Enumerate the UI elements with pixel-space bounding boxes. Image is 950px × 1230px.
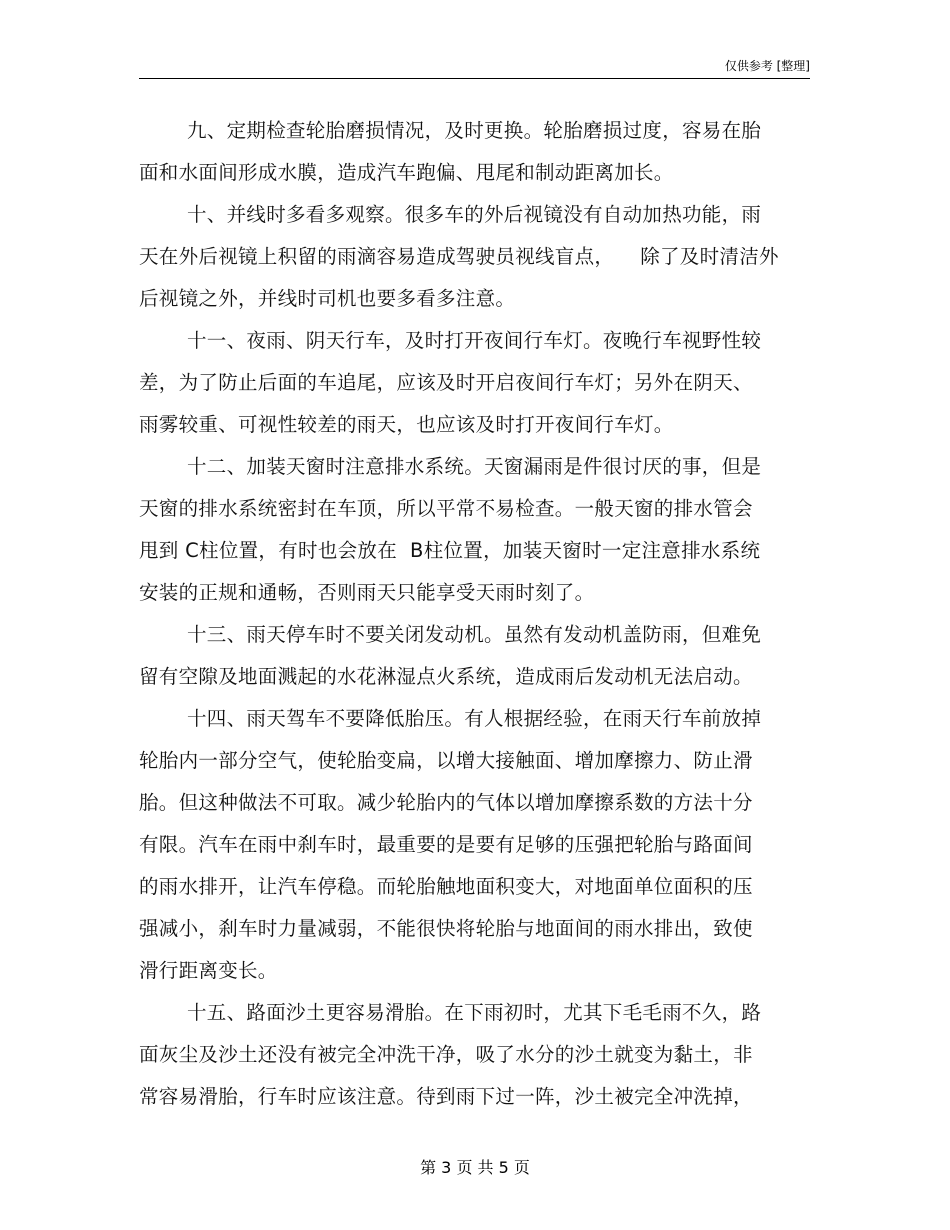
text-line: 十、并线时多看多观察。很多车的外后视镜没有自动加热功能，雨 — [187, 203, 762, 226]
text-line: 十二、加装天窗时注意排水系统。天窗漏雨是件很讨厌的事，但是 — [187, 455, 762, 478]
header-text: 仅供参考 [整理] — [724, 59, 810, 73]
text-line: 十一、夜雨、阴天行车，及时打开夜间行车灯。夜晚行车视野性较 — [187, 329, 762, 352]
text-line: 天在外后视镜上积留的雨滴容易造成驾驶员视线盲点， 除了及时清洁外 — [139, 245, 779, 268]
text-line: 九、定期检查轮胎磨损情况，及时更换。轮胎磨损过度，容易在胎 — [187, 119, 762, 142]
text-line: 安装的正规和通畅，否则雨天只能享受天雨时刻了。 — [139, 581, 595, 604]
text-line: 十三、雨天停车时不要关闭发动机。虽然有发动机盖防雨，但难免 — [187, 623, 762, 646]
page-footer: 第 3 页 共 5 页 — [420, 1158, 530, 1177]
page-header — [139, 50, 810, 79]
text-line: 雨雾较重、可视性较差的雨天，也应该及时打开夜间行车灯。 — [139, 413, 674, 436]
text-line: 留有空隙及地面溅起的水花淋湿点火系统，造成雨后发动机无法启动。 — [139, 665, 753, 688]
text-line: 后视镜之外，并线时司机也要多看多注意。 — [139, 287, 516, 310]
text-line: 面和水面间形成水膜，造成汽车跑偏、甩尾和制动距离加长。 — [139, 161, 674, 184]
text-line: 甩到 C柱位置，有时也会放在 B柱位置，加装天窗时一定注意排水系统 — [139, 539, 761, 562]
text-line: 十四、雨天驾车不要降低胎压。有人根据经验，在雨天行车前放掉 — [187, 707, 762, 730]
text-line: 胎。但这种做法不可取。减少轮胎内的气体以增加摩擦系数的方法十分 — [139, 791, 753, 814]
text-line: 十五、路面沙土更容易滑胎。在下雨初时，尤其下毛毛雨不久，路 — [187, 1001, 762, 1024]
text-line: 的雨水排开，让汽车停稳。而轮胎触地面积变大，对地面单位面积的压 — [139, 875, 753, 898]
document-body — [139, 110, 807, 1118]
text-line: 差，为了防止后面的车追尾，应该及时开启夜间行车灯；另外在阴天、 — [139, 371, 753, 394]
text-line: 有限。汽车在雨中刹车时，最重要的是要有足够的压强把轮胎与路面间 — [139, 833, 753, 856]
text-line: 滑行距离变长。 — [139, 959, 278, 982]
text-line: 面灰尘及沙土还没有被完全冲洗干净，吸了水分的沙土就变为黏土，非 — [139, 1043, 753, 1066]
text-line: 天窗的排水系统密封在车顶，所以平常不易检查。一般天窗的排水管会 — [139, 497, 753, 520]
text-line: 常容易滑胎，行车时应该注意。待到雨下过一阵，沙土被完全冲洗掉， — [139, 1085, 753, 1108]
text-line: 轮胎内一部分空气，使轮胎变扁，以增大接触面、增加摩擦力、防止滑 — [139, 749, 753, 772]
text-line: 强减小，刹车时力量减弱，不能很快将轮胎与地面间的雨水排出，致使 — [139, 917, 753, 940]
